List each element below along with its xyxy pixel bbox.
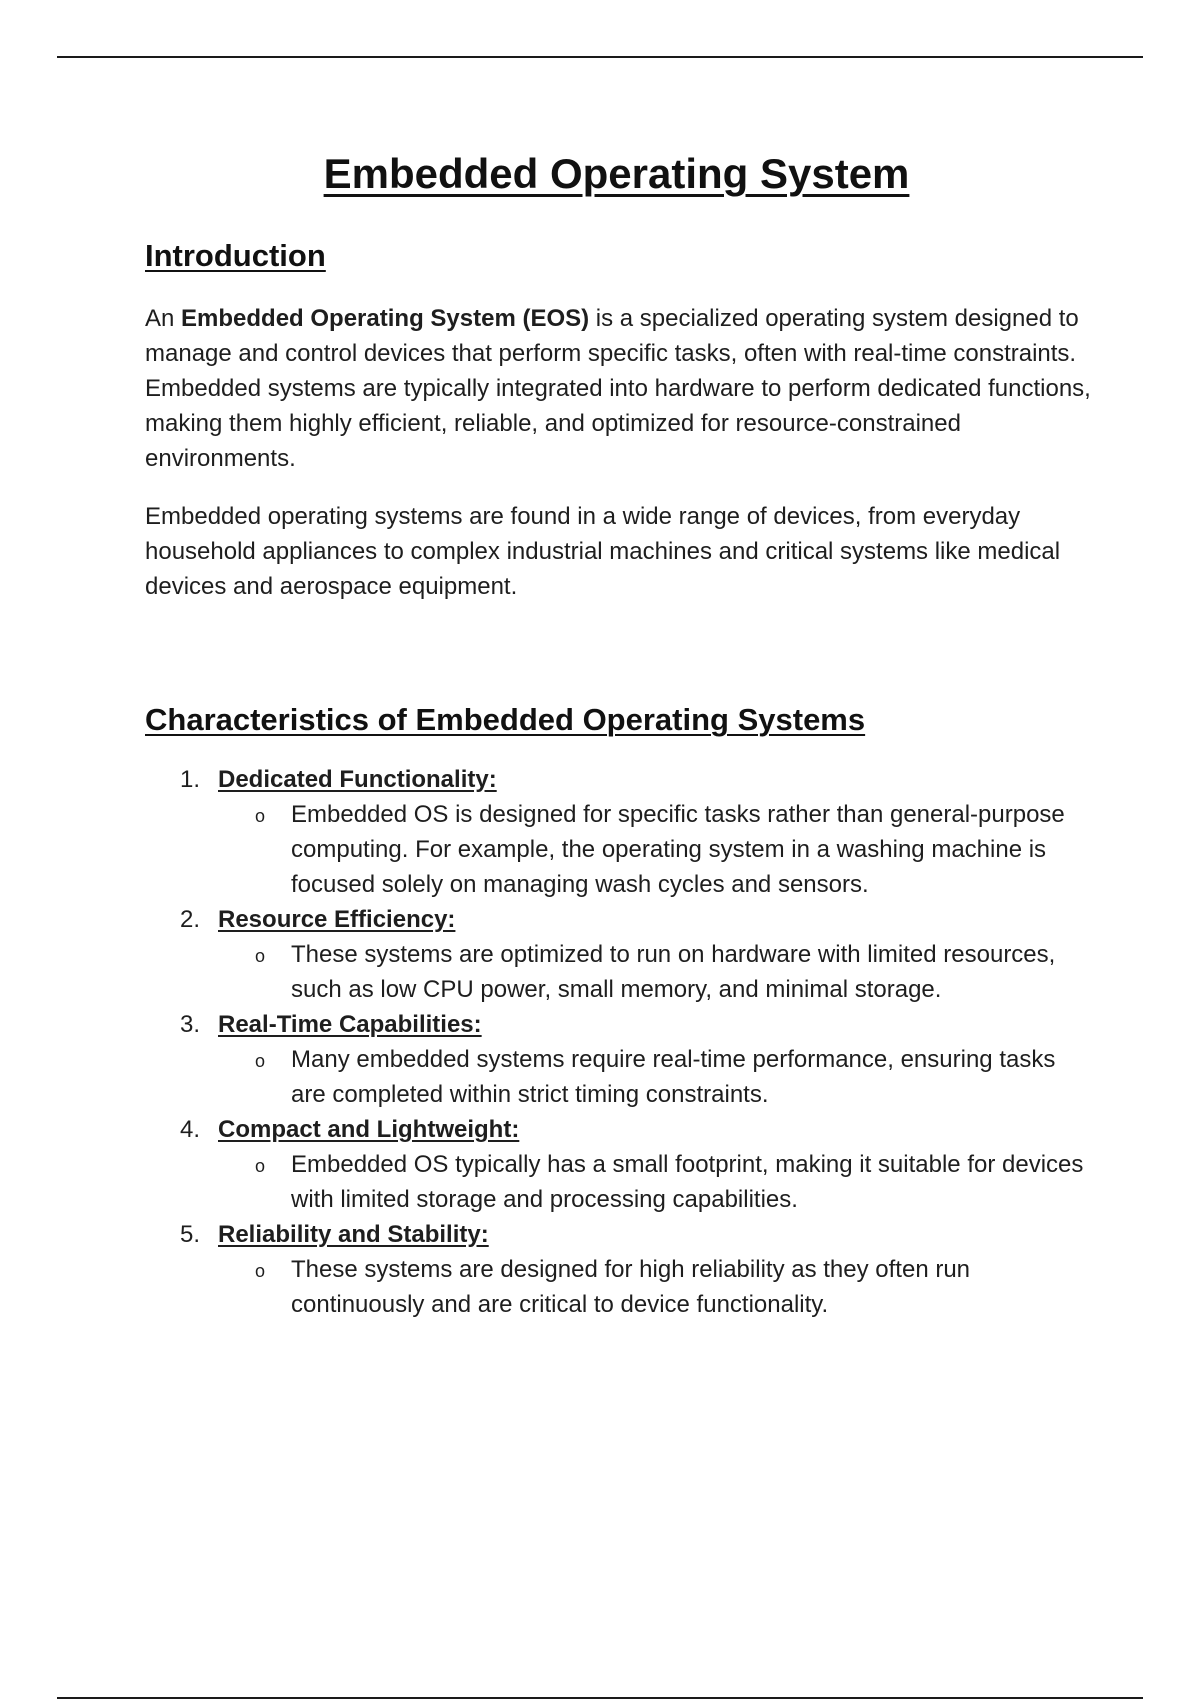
- list-item: [145, 1217, 1095, 1322]
- item-detail: [218, 1252, 1091, 1322]
- document-body: [145, 232, 1095, 1322]
- item-detail: [218, 937, 1091, 1007]
- item-detail: [218, 1147, 1091, 1217]
- item-detail-text: Many embedded systems require real-time performance, ensuring tasks are completed within strict timing constraints.: [291, 1046, 1056, 1108]
- item-number: 4.: [180, 1116, 201, 1143]
- item-title: Dedicated Functionality:: [218, 766, 497, 793]
- introduction-paragraph-2: Embedded operating systems are found in a wide range of devices, from everyday household appliances to complex industrial machines and critical systems like medical devices and aerospace equipment.: [145, 503, 1061, 600]
- characteristics-list: [145, 762, 1095, 1322]
- circle-bullet-icon: o: [255, 1261, 266, 1281]
- list-item: [145, 1007, 1095, 1112]
- intro-prefix: An: [145, 305, 182, 332]
- circle-bullet-icon: o: [255, 1156, 266, 1176]
- bottom-horizontal-rule: [57, 1697, 1143, 1699]
- item-title: Reliability and Stability:: [218, 1221, 489, 1248]
- circle-bullet-icon: o: [255, 806, 266, 826]
- circle-bullet-icon: o: [255, 946, 266, 966]
- intro-rest: is a specialized operating system designed to manage and control devices that perform specific tasks, often with real-time constraints. Embedded systems are typically integrated into hardware to perform dedicated functions, making them highly efficient, reliable, and optimized for resource-constrained environments.: [145, 305, 1091, 472]
- top-horizontal-rule: [57, 56, 1143, 58]
- eos-term: Embedded Operating System (EOS): [181, 305, 590, 332]
- item-detail-text: These systems are designed for high reliability as they often run continuously and are critical to device functionality.: [291, 1256, 971, 1318]
- item-number: 1.: [180, 766, 201, 793]
- item-detail: [218, 1042, 1091, 1112]
- item-detail-text: Embedded OS typically has a small footprint, making it suitable for devices with limited storage and processing capabilities.: [291, 1151, 1084, 1213]
- item-detail-text: These systems are optimized to run on hardware with limited resources, such as low CPU power, small memory, and minimal storage.: [291, 941, 1056, 1003]
- item-title: Compact and Lightweight:: [218, 1116, 520, 1143]
- item-number: 5.: [180, 1221, 201, 1248]
- list-item: [145, 762, 1095, 902]
- document-title: Embedded Operating System: [323, 150, 910, 197]
- item-title: Real-Time Capabilities:: [218, 1011, 482, 1038]
- item-number: 2.: [180, 906, 201, 933]
- item-detail-text: Embedded OS is designed for specific tasks rather than general-purpose computing. For example, the operating system in a washing machine is focused solely on managing wash cycles and sensors.: [291, 801, 1065, 898]
- list-item: [145, 1112, 1095, 1217]
- introduction-heading: Introduction: [145, 238, 326, 273]
- item-title: Resource Efficiency:: [218, 906, 456, 933]
- characteristics-heading: Characteristics of Embedded Operating Systems: [145, 702, 866, 737]
- item-detail: [218, 797, 1091, 902]
- introduction-paragraph-1: [145, 301, 1095, 476]
- list-item: [145, 902, 1095, 1007]
- circle-bullet-icon: o: [255, 1051, 266, 1071]
- item-number: 3.: [180, 1011, 201, 1038]
